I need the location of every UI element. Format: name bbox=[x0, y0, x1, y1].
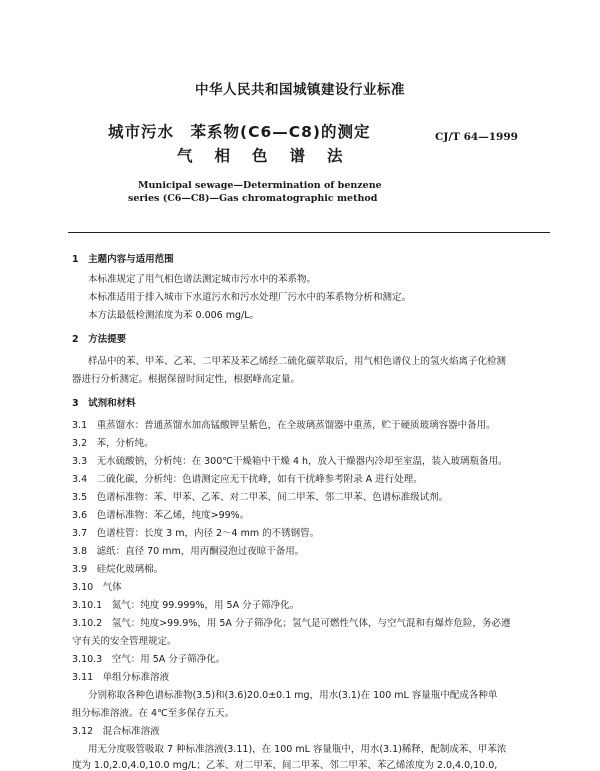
clause-3-11: 3.11 单组分标准溶液 bbox=[72, 672, 170, 683]
section-number: 3 bbox=[72, 398, 79, 409]
section-title: 试剂和材料 bbox=[88, 398, 136, 409]
header-rule bbox=[68, 232, 550, 233]
section-1-heading bbox=[72, 251, 174, 265]
clause-3-3: 3.3 无水硫酸钠，分析纯：在 300℃干燥箱中干燥 4 h，放入干燥器内冷却至室温，装入玻璃瓶备用。 bbox=[72, 456, 508, 467]
paragraph: 本方法最低检测浓度为苯 0.006 mg/L。 bbox=[88, 310, 260, 321]
clause-3-10-1: 3.10.1 氮气：纯度 99.999%，用 5A 分子筛净化。 bbox=[72, 600, 300, 611]
section-3-heading bbox=[72, 395, 136, 409]
clause-3-1: 3.1 重蒸馏水：普通蒸馏水加高锰酸钾呈紫色，在全玻璃蒸馏器中重蒸，贮于硬质玻璃容器中备用。 bbox=[72, 420, 496, 431]
paragraph: 器进行分析测定。根据保留时间定性，根据峰高定量。 bbox=[72, 374, 301, 385]
clause-3-4: 3.4 二硫化碳，分析纯：色谱测定应无干扰峰，如有干扰峰参考附录 A 进行处理。 bbox=[72, 474, 423, 485]
clause-3-9: 3.9 硅烷化玻璃棉。 bbox=[72, 564, 164, 575]
section-number: 1 bbox=[72, 254, 79, 265]
paragraph: 样品中的苯、甲苯、乙苯、二甲苯及苯乙烯经二硫化碳萃取后，用气相色谱仪上的氢火焰离子化检测 bbox=[88, 356, 507, 367]
clause-3-6: 3.6 色谱标准物：苯乙烯，纯度>99%。 bbox=[72, 510, 250, 521]
clause-3-10-2: 3.10.2 氢气：纯度>99.9%，用 5A 分子筛净化；氢气是可燃性气体，与空气混和有爆炸危险，务必遵 bbox=[72, 618, 511, 629]
clause-3-7: 3.7 色谱柱管：长度 3 m，内径 2～4 mm 的不锈钢管。 bbox=[72, 528, 320, 539]
clause-3-10-3: 3.10.3 空气：用 5A 分子筛净化。 bbox=[72, 654, 226, 665]
standard-code: CJ/T 64—1999 bbox=[435, 131, 518, 143]
standard-title: 中华人民共和国城镇建设行业标准 bbox=[195, 82, 405, 98]
clause-3-11-text: 分别称取各种色谱标准物(3.5)和(3.6)20.0±0.1 mg，用水(3.1)在 100 mL 容量瓶中配成各种单 bbox=[88, 690, 498, 701]
section-title: 主题内容与适用范围 bbox=[88, 254, 174, 265]
clause-3-12: 3.12 混合标准溶液 bbox=[72, 726, 160, 737]
clause-3-11-text-cont: 组分标准溶液。在 4℃至多保存五天。 bbox=[72, 708, 235, 719]
clause-3-10: 3.10 气体 bbox=[72, 582, 122, 593]
section-title: 方法提要 bbox=[88, 334, 127, 345]
clause-3-8: 3.8 滤纸：直径 70 mm，用丙酮浸泡过夜晾干备用。 bbox=[72, 546, 305, 557]
document-title: 城市污水 苯系物(C6—C8)的测定 bbox=[108, 123, 371, 141]
clause-3-10-2-cont: 守有关的安全管理规定。 bbox=[72, 636, 177, 647]
paragraph: 本标准规定了用气相色谱法测定城市污水中的苯系物。 bbox=[88, 274, 317, 285]
section-number: 2 bbox=[72, 334, 79, 345]
document-subtitle: 气相色谱法 bbox=[177, 147, 365, 165]
clause-3-12-text-cont: 度为 1.0,2.0,4.0,10.0 mg/L；乙苯、对二甲苯、间二甲苯、邻二甲苯、苯乙烯浓度为 2.0,4.0,10.0, bbox=[72, 760, 498, 771]
english-title-line2: series (C6—C8)—Gas chromatographic method bbox=[128, 193, 378, 204]
clause-3-12-text: 用无分度吸管吸取 7 种标准溶液(3.11)，在 100 mL 容量瓶中，用水(3.1)稀释，配制成苯、甲苯浓 bbox=[88, 744, 507, 755]
paragraph: 本标准适用于排入城市下水道污水和污水处理厂污水中的苯系物分析和测定。 bbox=[88, 292, 412, 303]
clause-3-2: 3.2 苯，分析纯。 bbox=[72, 438, 154, 449]
english-title-line1: Municipal sewage—Determination of benzene bbox=[138, 180, 382, 191]
section-2-heading bbox=[72, 331, 126, 345]
clause-3-5: 3.5 色谱标准物：苯、甲苯、乙苯、对二甲苯、间二甲苯、邻二甲苯、色谱标准级试剂。 bbox=[72, 492, 449, 503]
